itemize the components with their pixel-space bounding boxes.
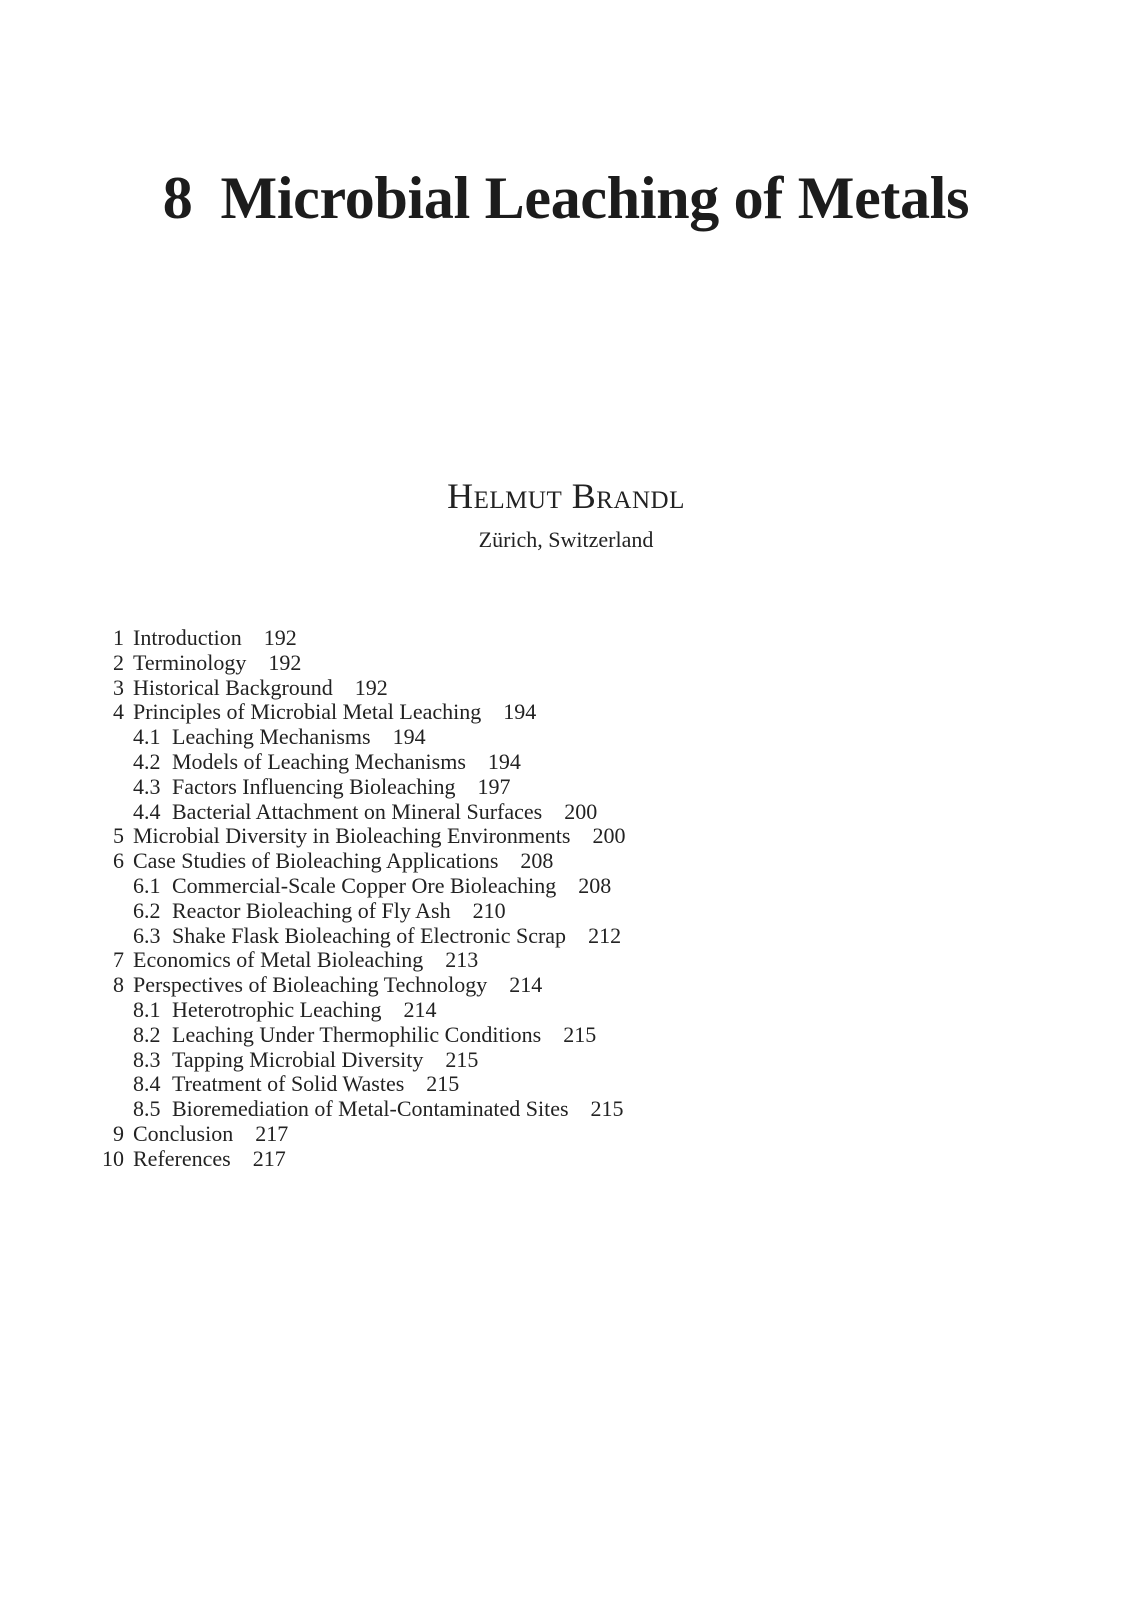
- toc-entry-page: 197: [477, 773, 511, 799]
- toc-entry-number: 8.2: [133, 1021, 161, 1047]
- toc-entry-number: 2: [113, 649, 124, 675]
- toc-entry-number: 9: [113, 1120, 124, 1146]
- toc-entry-title: Leaching Under Thermophilic Conditions: [172, 1021, 542, 1047]
- toc-entry-number: 8.3: [133, 1046, 161, 1072]
- toc-entry: [0, 824, 900, 849]
- chapter-title-text: Microbial Leaching of Metals: [220, 165, 970, 232]
- toc-entry-title: Leaching Mechanisms: [172, 724, 371, 750]
- toc-entry: [0, 1147, 900, 1172]
- toc-entry-title: Models of Leaching Mechanisms: [172, 748, 466, 774]
- toc-entry-number: 7: [113, 947, 124, 973]
- toc-subentry: [0, 1072, 900, 1097]
- toc-entry-title: References: [133, 1145, 231, 1171]
- toc-entry-title: Terminology: [133, 649, 247, 675]
- toc-entry-title: Principles of Microbial Metal Leaching: [133, 699, 482, 725]
- toc-entry-page: 215: [445, 1046, 479, 1072]
- toc-entry-page: 213: [445, 947, 479, 973]
- toc-entry-page: 194: [487, 748, 521, 774]
- toc-entry-number: 4.4: [133, 798, 161, 824]
- toc-entry-title: Introduction: [133, 625, 242, 650]
- toc-entry-page: 210: [472, 897, 506, 923]
- toc-subentry: [0, 800, 900, 825]
- toc-subentry: [0, 750, 900, 775]
- toc-entry-number: 8.1: [133, 996, 161, 1022]
- toc-subentry: [0, 725, 900, 750]
- toc-entry: [0, 651, 900, 676]
- toc-entry-title: Bioremediation of Metal-Contaminated Sites: [172, 1096, 569, 1122]
- toc-entry-number: 8: [113, 972, 124, 998]
- toc-subentry: [0, 1023, 900, 1048]
- toc-entry-number: 5: [113, 823, 124, 849]
- toc-entry-title: Heterotrophic Leaching: [172, 996, 382, 1022]
- toc-entry-title: Bacterial Attachment on Mineral Surfaces: [172, 798, 543, 824]
- toc-entry-page: 192: [268, 649, 302, 675]
- toc-entry-number: 4: [113, 699, 124, 725]
- toc-entry-page: 200: [592, 823, 626, 849]
- toc-entry-title: Conclusion: [133, 1120, 234, 1146]
- toc-entry-page: 194: [503, 699, 537, 725]
- toc-subentry: [0, 899, 900, 924]
- table-of-contents: [0, 626, 900, 1172]
- toc-entry-number: 6.1: [133, 872, 161, 898]
- toc-entry-title: Factors Influencing Bioleaching: [172, 773, 456, 799]
- toc-entry-page: 194: [392, 724, 426, 750]
- toc-entry-page: 217: [252, 1145, 286, 1171]
- toc-entry-page: 192: [263, 625, 297, 650]
- toc-entry-page: 217: [255, 1120, 289, 1146]
- toc-entry-number: 6: [113, 848, 124, 874]
- toc-entry: [0, 676, 900, 701]
- toc-entry-title: Reactor Bioleaching of Fly Ash: [172, 897, 451, 923]
- toc-subentry: [0, 1048, 900, 1073]
- toc-entry: [0, 948, 900, 973]
- toc-subentry: [0, 1097, 900, 1122]
- toc-entry-page: 212: [588, 922, 622, 948]
- toc-entry-page: 215: [590, 1096, 624, 1122]
- toc-entry: [0, 626, 900, 651]
- toc-entry-page: 215: [563, 1021, 597, 1047]
- toc-entry: [0, 849, 900, 874]
- toc-subentry: [0, 924, 900, 949]
- toc-entry-page: 215: [426, 1071, 460, 1097]
- toc-entry-title: Shake Flask Bioleaching of Electronic Scrap: [172, 922, 567, 948]
- author-affiliation: Zürich, Switzerland: [478, 527, 654, 552]
- toc-entry-title: Historical Background: [133, 674, 333, 700]
- toc-entry-page: 208: [520, 848, 554, 874]
- toc-entry-page: 208: [578, 872, 612, 898]
- chapter-number: 8: [162, 165, 193, 232]
- author-name: Helmut Brandl: [447, 476, 685, 516]
- toc-entry-page: 200: [564, 798, 598, 824]
- toc-entry-title: Economics of Metal Bioleaching: [133, 947, 424, 973]
- toc-subentry: [0, 775, 900, 800]
- toc-entry-number: 4.2: [133, 748, 161, 774]
- toc-entry-number: 6.3: [133, 922, 161, 948]
- chapter-title: [0, 158, 1132, 238]
- toc-entry: [0, 700, 900, 725]
- toc-entry-number: 4.1: [133, 724, 161, 750]
- toc-subentry: [0, 874, 900, 899]
- toc-entry-title: Case Studies of Bioleaching Applications: [133, 848, 499, 874]
- toc-entry-number: 4.3: [133, 773, 161, 799]
- toc-entry-title: Treatment of Solid Wastes: [172, 1071, 405, 1097]
- toc-entry-page: 192: [354, 674, 388, 700]
- toc-entry-title: Commercial-Scale Copper Ore Bioleaching: [172, 872, 557, 898]
- toc-subentry: [0, 998, 900, 1023]
- toc-entry-number: 10: [102, 1145, 124, 1171]
- toc-entry-title: Tapping Microbial Diversity: [172, 1046, 424, 1072]
- toc-entry-number: 8.4: [133, 1071, 161, 1097]
- toc-entry-number: 1: [113, 625, 124, 650]
- toc-entry: [0, 1122, 900, 1147]
- toc-entry-title: Perspectives of Bioleaching Technology: [133, 972, 488, 998]
- toc-entry-number: 3: [113, 674, 124, 700]
- toc-entry-title: Microbial Diversity in Bioleaching Environments: [133, 823, 571, 849]
- toc-entry-number: 8.5: [133, 1096, 161, 1122]
- toc-entry-page: 214: [403, 996, 437, 1022]
- toc-entry: [0, 973, 900, 998]
- toc-entry-number: 6.2: [133, 897, 161, 923]
- toc-entry-page: 214: [509, 972, 543, 998]
